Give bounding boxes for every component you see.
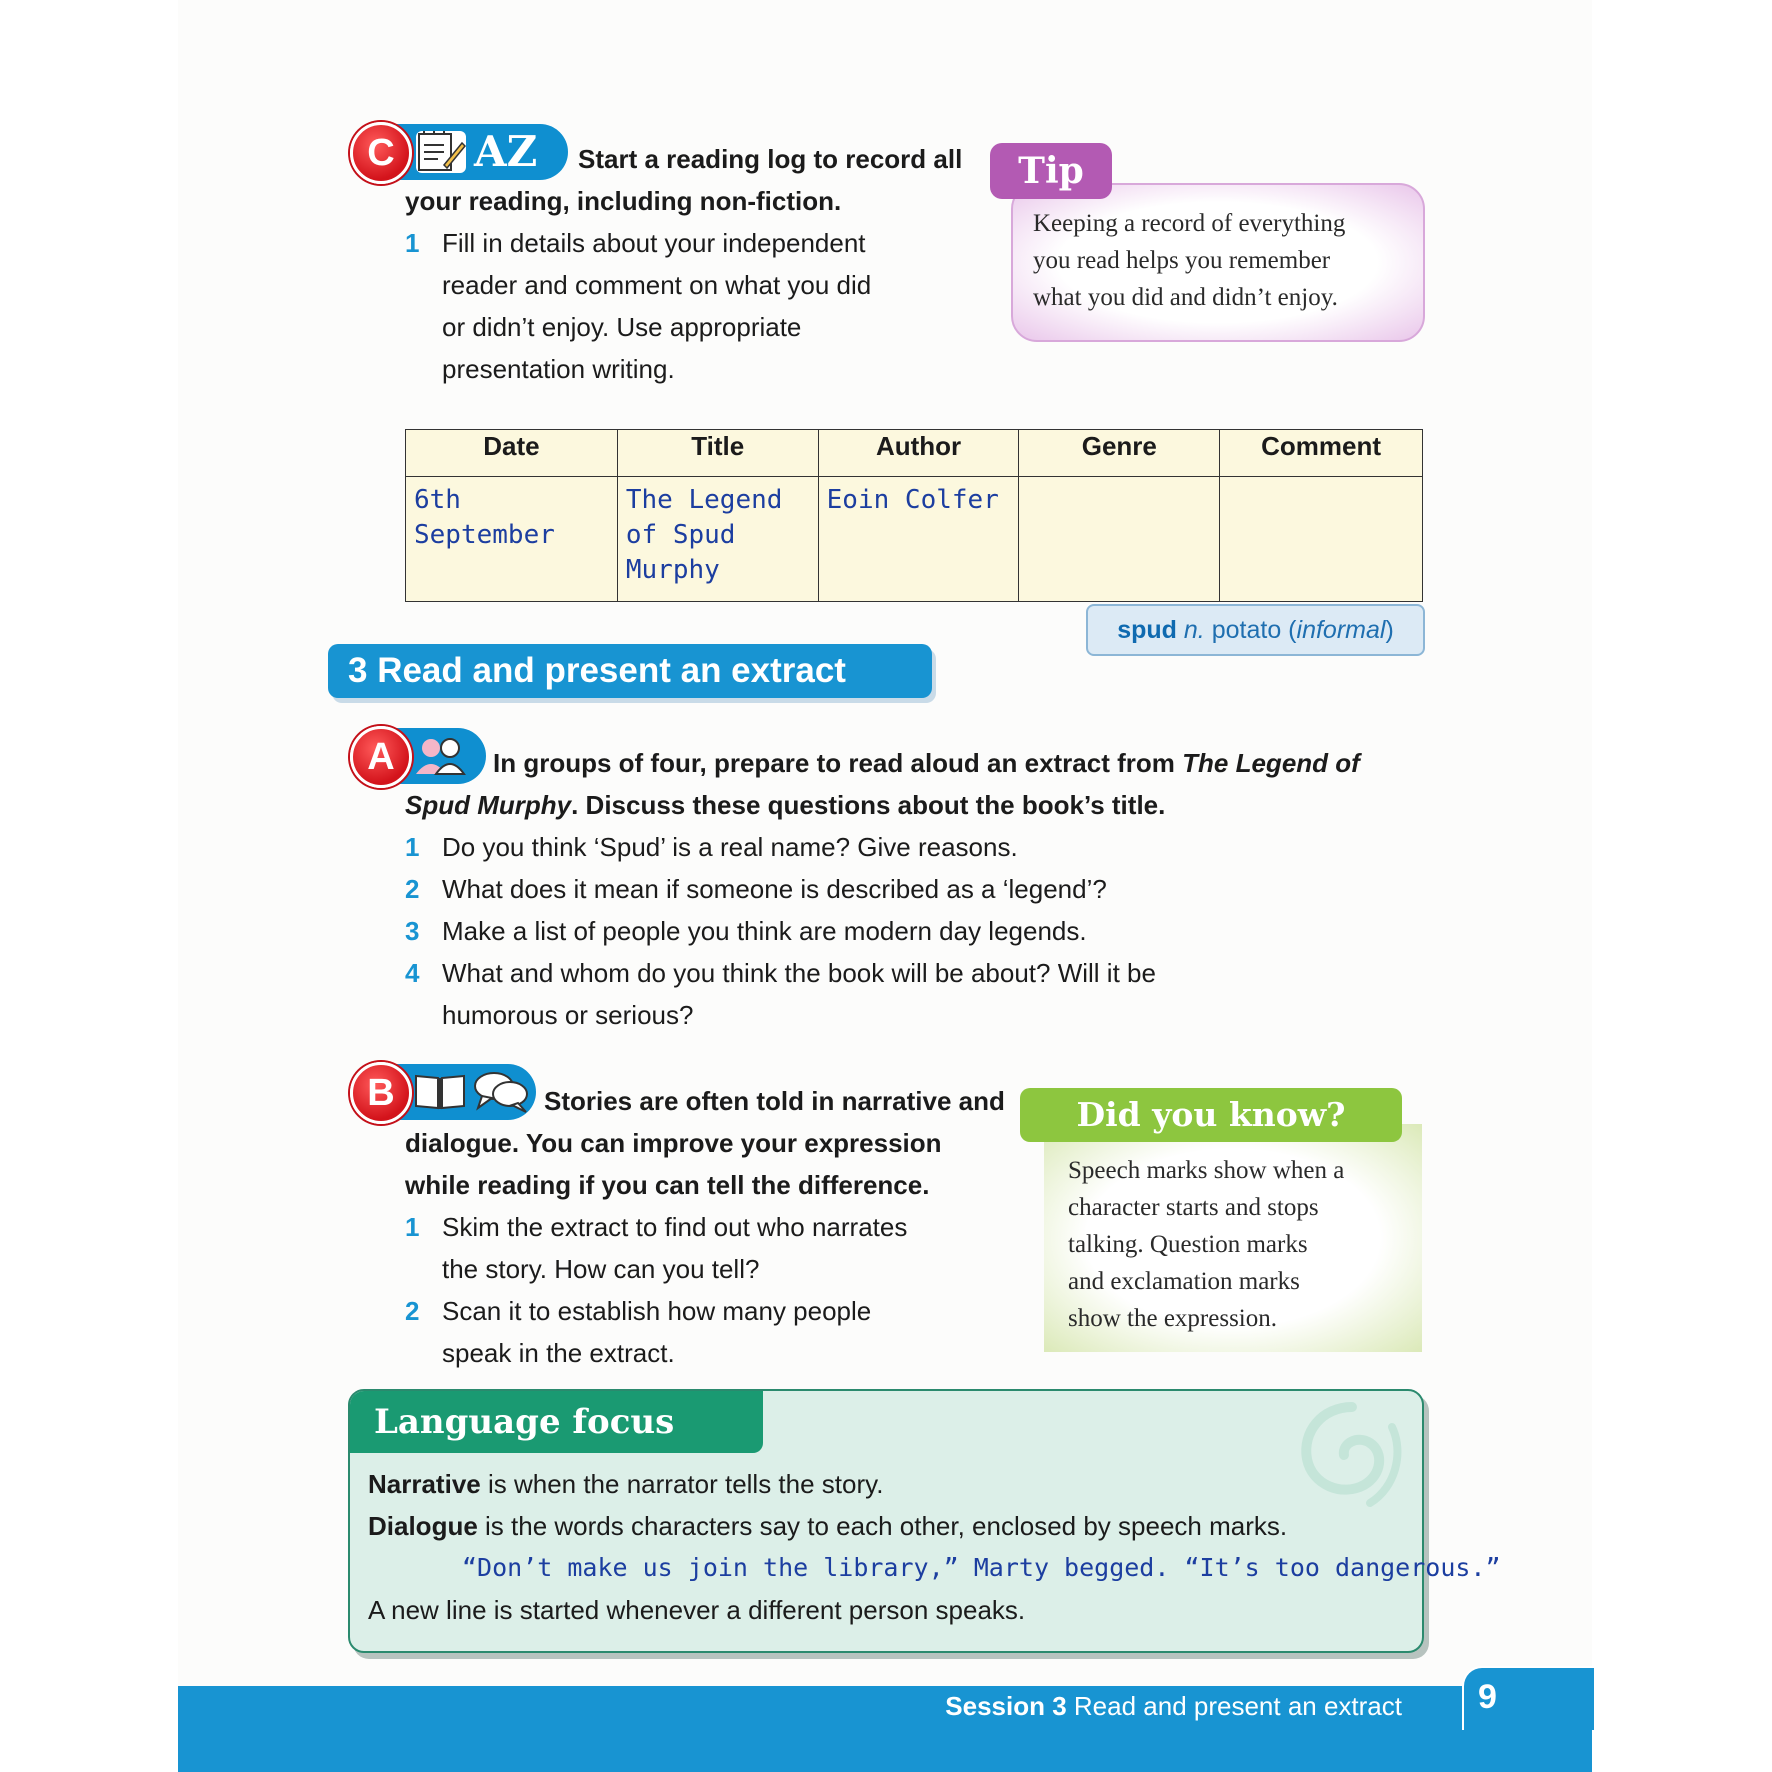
section-heading: 3 Read and present an extract xyxy=(328,644,932,698)
author-cell: Eoin Colfer xyxy=(818,477,1019,602)
activity-b-intro-line3: while reading if you can tell the difference. xyxy=(405,1170,930,1200)
page-number: 9 xyxy=(1478,1678,1497,1716)
activity-c-intro-line1: Start a reading log to record all xyxy=(578,144,963,174)
item-number: 2 xyxy=(405,1296,420,1326)
activity-a-intro: In groups of four, prepare to read aloud an extract from The Legend of Spud Murphy. Discuss these questions about the book’s title. xyxy=(405,748,1360,820)
item-text: speak in the extract. xyxy=(442,1338,675,1368)
item-text: reader and comment on what you did xyxy=(442,270,872,300)
activity-c-intro-line2: your reading, including non-fiction. xyxy=(405,186,842,216)
speech-bubbles-icon xyxy=(472,1070,530,1119)
activity-a-item-2 xyxy=(405,868,1107,910)
item-text: Skim the extract to find out who narrates xyxy=(442,1212,908,1242)
swirl-watermark-icon xyxy=(1292,1397,1412,1517)
activity-b-letter: B xyxy=(350,1062,412,1124)
item-number: 3 xyxy=(405,916,420,946)
activity-a-letter: A xyxy=(350,726,412,788)
dialogue-example: “Don’t make us join the library,” Marty begged. “It’s too dangerous.” xyxy=(462,1553,1501,1582)
did-you-know-text: Speech marks show when a character starts and stops talking. Question marks and exclamation marks show the expression. xyxy=(1068,1157,1345,1332)
activity-b-item-1 xyxy=(405,1206,907,1290)
item-text: or didn’t enjoy. Use appropriate xyxy=(442,312,802,342)
comment-cell xyxy=(1220,477,1423,602)
column-header: Date xyxy=(406,430,618,477)
glossary-meaning: potato xyxy=(1211,616,1282,644)
item-text: Make a list of people you think are modern day legends. xyxy=(442,916,1087,946)
title-cell: The Legend of Spud Murphy xyxy=(617,477,818,602)
column-header: Comment xyxy=(1220,430,1423,477)
open-book-icon xyxy=(414,1072,466,1117)
table-header-row xyxy=(406,430,1423,477)
dialogue-term: Dialogue xyxy=(368,1511,478,1541)
notebook-pencil-icon xyxy=(416,131,466,173)
date-cell: 6th September xyxy=(406,477,618,602)
footer-session: Session 3 Read and present an extract xyxy=(945,1691,1402,1721)
item-text: What and whom do you think the book will be about? Will it be xyxy=(442,958,1156,988)
glossary-pos: n. xyxy=(1183,616,1205,644)
narrative-definition: Narrative is when the narrator tells the story. xyxy=(368,1469,884,1499)
activity-b-intro-line1: Stories are often told in narrative and xyxy=(544,1086,1005,1116)
did-you-know-box xyxy=(1044,1124,1422,1352)
glossary-word: spud xyxy=(1117,616,1177,644)
item-number: 2 xyxy=(405,874,420,904)
tip-text: Keeping a record of everything you read helps you remember what you did and didn’t enjoy. xyxy=(1033,210,1346,311)
tip-label: Tip xyxy=(990,143,1112,199)
glossary-box: spud n. potato (informal) xyxy=(1086,604,1425,656)
item-text: Do you think ‘Spud’ is a real name? Give reasons. xyxy=(442,832,1018,862)
item-number: 1 xyxy=(405,228,420,258)
narrative-term: Narrative xyxy=(368,1469,481,1499)
item-text: Scan it to establish how many people xyxy=(442,1296,872,1326)
did-you-know-label: Did you know? xyxy=(1020,1088,1402,1142)
activity-a-item-4 xyxy=(405,952,1156,1036)
item-number: 1 xyxy=(405,832,420,862)
column-header: Author xyxy=(818,430,1019,477)
activity-b-intro-line2: dialogue. You can improve your expression xyxy=(405,1128,942,1158)
table-row xyxy=(406,477,1423,602)
tip-box xyxy=(1011,183,1425,342)
activity-a-item-1 xyxy=(405,826,1018,868)
item-text: humorous or serious? xyxy=(442,1000,694,1030)
column-header: Title xyxy=(617,430,818,477)
column-header: Genre xyxy=(1019,430,1220,477)
item-number: 1 xyxy=(405,1212,420,1242)
activity-c-item-1 xyxy=(405,222,871,390)
dictionary-az-icon: AZ xyxy=(474,127,538,176)
item-text: What does it mean if someone is described as a ‘legend’? xyxy=(442,874,1107,904)
item-text: presentation writing. xyxy=(442,354,675,384)
activity-b-item-2 xyxy=(405,1290,871,1374)
reading-log-table xyxy=(405,429,1423,602)
item-number: 4 xyxy=(405,958,420,988)
item-text: the story. How can you tell? xyxy=(442,1254,760,1284)
dialogue-definition: Dialogue is the words characters say to each other, enclosed by speech marks. xyxy=(368,1511,1288,1541)
glossary-note: informal xyxy=(1296,616,1386,644)
language-focus-label: Language focus xyxy=(350,1391,763,1453)
new-line-rule: A new line is started whenever a different person speaks. xyxy=(368,1595,1026,1625)
item-text: Fill in details about your independent xyxy=(442,228,866,258)
genre-cell xyxy=(1019,477,1220,602)
activity-a-item-3 xyxy=(405,910,1087,952)
activity-c-letter: C xyxy=(350,122,412,184)
